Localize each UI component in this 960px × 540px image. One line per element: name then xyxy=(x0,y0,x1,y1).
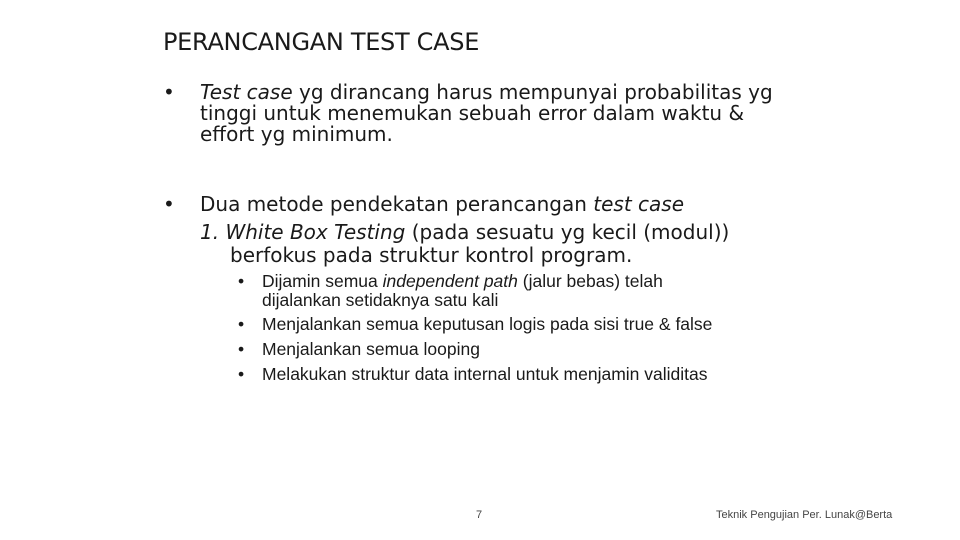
emphasis-test-case: Test case xyxy=(200,80,293,104)
bullet-text-1 xyxy=(200,82,820,145)
footer-text: Teknik Pengujian Per. Lunak@Berta xyxy=(716,509,893,521)
bullet-1-line-1 xyxy=(200,82,820,103)
bullet-1-line-1-rest: yg dirancang harus mempunyai probabilitas yg xyxy=(292,80,773,104)
bullet-marker: • xyxy=(163,192,175,216)
emphasis-independent-path: independent path xyxy=(382,271,518,291)
sub-item-1-a: Dijamin semua xyxy=(262,271,383,291)
numbered-item-line-2: berfokus pada struktur kontrol program. xyxy=(230,243,633,267)
sub-item-3-text: Menjalankan semua looping xyxy=(262,339,480,359)
sub-bullet-marker: • xyxy=(238,271,245,291)
bullet-1-line-2: tinggi untuk menemukan sebuah error dalam waktu & xyxy=(200,101,745,125)
emphasis-white-box: 1. White Box Testing xyxy=(200,220,406,244)
sub-bullet-marker: • xyxy=(238,364,245,384)
sub-bullet-marker: • xyxy=(238,314,245,334)
sub-item-1-b: (jalur bebas) telah xyxy=(517,271,663,291)
sub-item-1-line-1 xyxy=(262,271,663,292)
sub-item-1-line-2: dijalankan setidaknya satu kali xyxy=(262,290,499,310)
page-number: 7 xyxy=(476,509,483,521)
bullet-2-text: Dua metode pendekatan perancangan xyxy=(200,192,594,216)
slide-title: PERANCANGAN TEST CASE xyxy=(163,28,480,56)
numbered-item-1 xyxy=(200,221,729,267)
sub-item-2-text: Menjalankan semua keputusan logis pada sisi true & false xyxy=(262,314,713,334)
sub-item-4-text: Melakukan struktur data internal untuk menjamin validitas xyxy=(262,364,708,384)
numbered-item-rest: (pada sesuatu yg kecil (modul)) xyxy=(405,220,730,244)
bullet-marker: • xyxy=(163,80,175,104)
bullet-2-line xyxy=(200,194,820,215)
sub-bullet-marker: • xyxy=(238,339,245,359)
emphasis-test-case-2: test case xyxy=(593,192,685,216)
numbered-item-line-1 xyxy=(200,221,729,244)
bullet-text-2 xyxy=(200,194,820,215)
bullet-1-line-3: effort yg minimum. xyxy=(200,122,393,146)
